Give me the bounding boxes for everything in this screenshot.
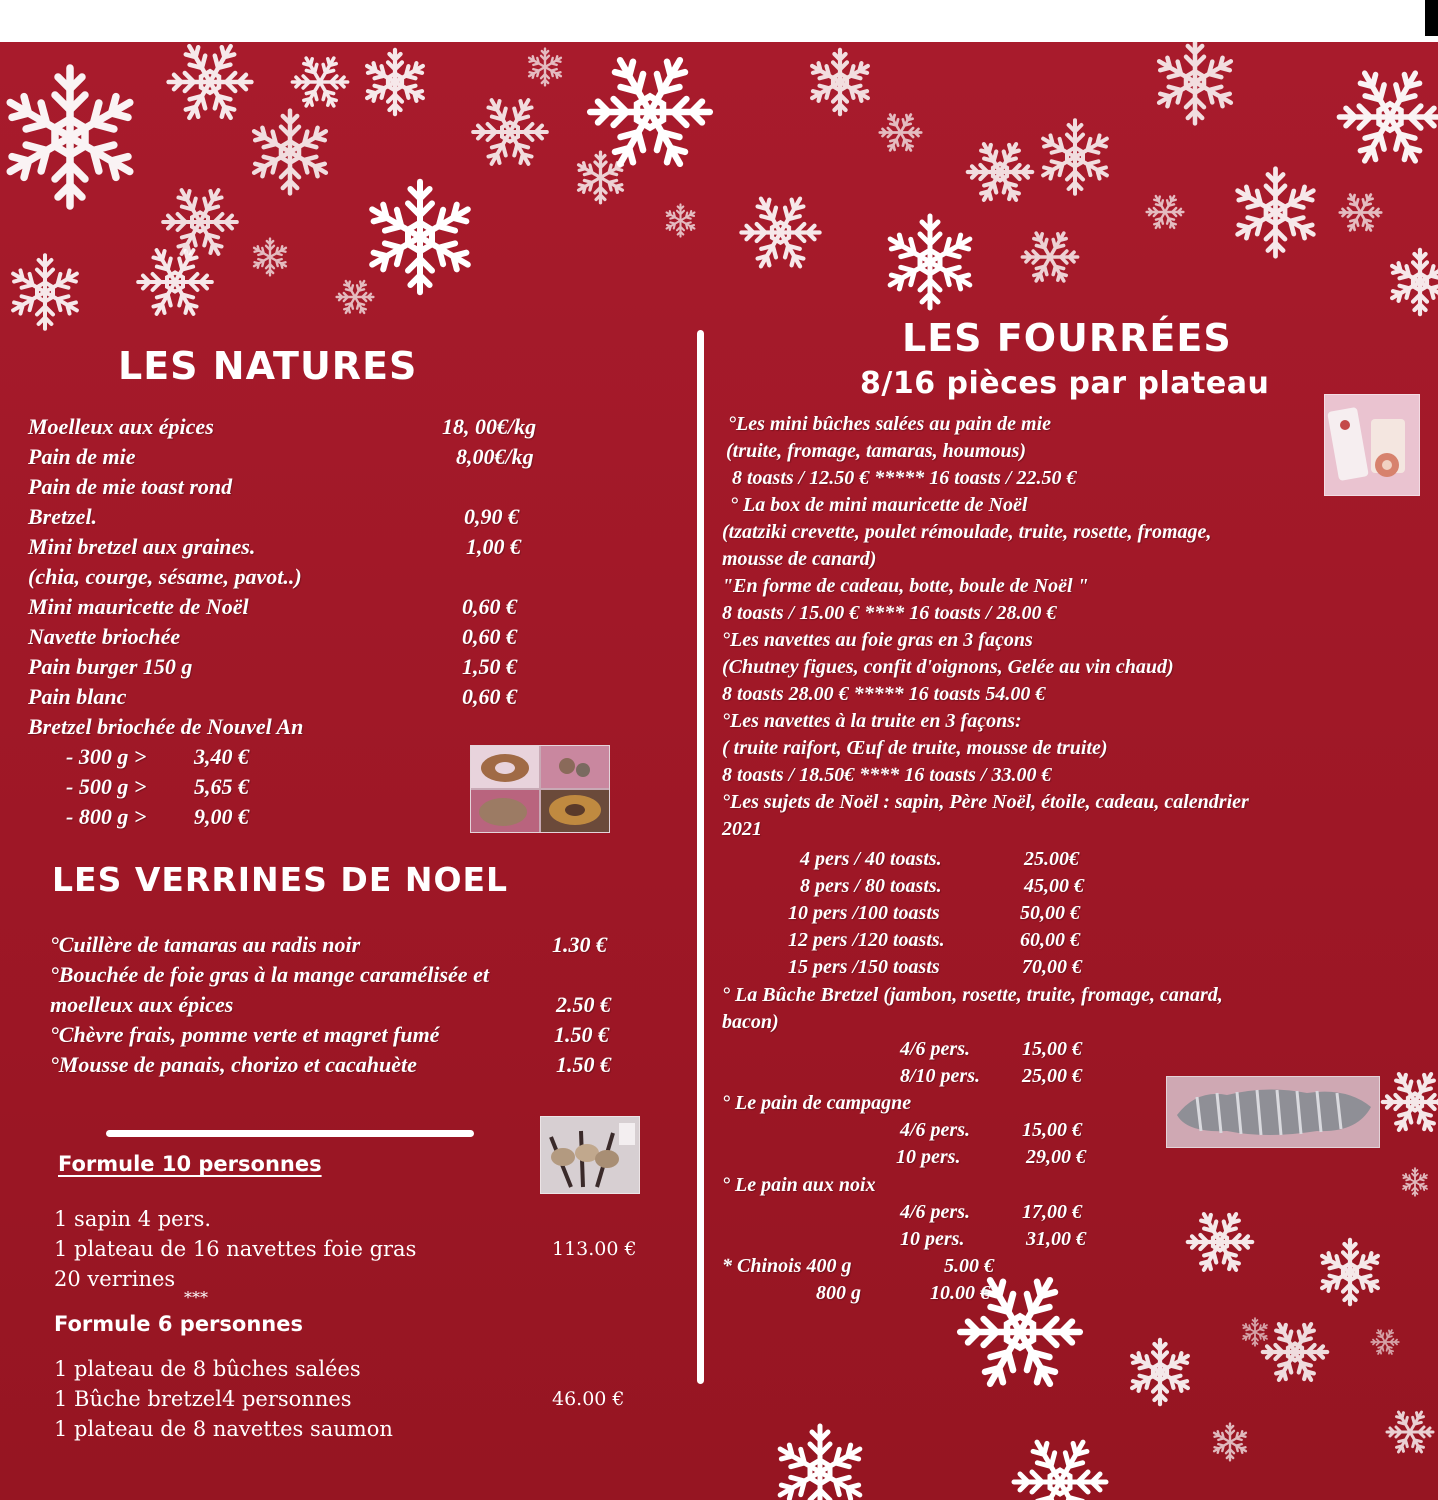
verrines-photo — [540, 1116, 640, 1194]
snowflake-icon — [1185, 1207, 1255, 1277]
bretzel-photo-collage — [470, 745, 610, 833]
fourrees-line: °Les sujets de Noël : sapin, Père Noël, étoile, cadeau, calendrier — [722, 791, 1249, 813]
natures-item-label: Mini mauricette de Noël — [28, 594, 249, 619]
fourrees-line: 8 toasts 28.00 € ***** 16 toasts 54.00 € — [722, 683, 1046, 705]
fourrees-title: LES FOURRÉES — [902, 316, 1232, 360]
formule10-price: 113.00 € — [552, 1238, 637, 1260]
natures-item-price: 0,90 € — [464, 504, 519, 529]
bretzel-size-price: 5,65 € — [194, 774, 249, 799]
column-divider — [697, 330, 704, 1384]
noix-price: 17,00 € — [1022, 1201, 1082, 1223]
snowflake-icon — [165, 42, 255, 127]
snowflake-icon — [1260, 1317, 1330, 1387]
natures-item-price: 1,00 € — [466, 534, 521, 559]
snowflake-icon — [1400, 1167, 1430, 1197]
natures-item-label: Bretzel briochée de Nouvel An — [28, 714, 304, 739]
natures-item-price: 0,60 € — [462, 684, 517, 709]
snowflake-icon — [1380, 1067, 1438, 1137]
fourrees-line: 8 toasts / 12.50 € ***** 16 toasts / 22.50 € — [732, 467, 1077, 489]
natures-item-label: Pain de mie toast rond — [28, 474, 233, 499]
natures-item-label: Pain burger 150 g — [28, 654, 193, 679]
snowflake-icon — [1125, 1337, 1195, 1407]
campagne-price: 29,00 € — [1026, 1146, 1086, 1168]
verrine-label: moelleux aux épices — [50, 992, 234, 1017]
sujet-size: 12 pers /120 toasts. — [788, 929, 945, 951]
noix-size: 10 pers. — [900, 1228, 965, 1250]
fourrees-line: (tzatziki crevette, poulet rémoulade, truite, rosette, fromage, — [722, 521, 1212, 543]
fourrees-line: 2021 — [722, 818, 762, 840]
buche-bretzel-line: ° La Bûche Bretzel (jambon, rosette, truite, fromage, canard, — [722, 984, 1223, 1006]
natures-item-label: Bretzel. — [28, 504, 98, 529]
fourrees-line: "En forme de cadeau, botte, boule de Noël " — [722, 575, 1089, 597]
verrine-price: 2.50 € — [556, 992, 611, 1017]
snowflake-icon — [1020, 227, 1080, 287]
noix-size: 4/6 pers. — [900, 1201, 970, 1223]
chinois-price: 5.00 € — [944, 1255, 994, 1277]
scan-corner-mark — [1425, 0, 1438, 36]
snowflake-icon — [770, 1422, 870, 1500]
snowflake-icon — [335, 277, 375, 317]
formule6-line: 1 Bûche bretzel4 personnes — [54, 1387, 352, 1411]
bretzel-size-label: - 500 g > — [66, 774, 147, 799]
natures-item-label: Pain de mie — [28, 444, 136, 469]
sujet-price: 70,00 € — [1022, 956, 1082, 978]
sujet-price: 45,00 € — [1024, 875, 1084, 897]
snowflake-icon — [1145, 192, 1185, 232]
snowflake-icon — [245, 107, 335, 197]
snowflake-icon — [663, 203, 698, 238]
verrine-price: 1.30 € — [552, 932, 607, 957]
verrine-label: °Chèvre frais, pomme verte et magret fumé — [50, 1022, 440, 1047]
sujet-size: 8 pers / 80 toasts. — [800, 875, 942, 897]
snowflake-icon — [1240, 1317, 1270, 1347]
sujet-price: 60,00 € — [1020, 929, 1080, 951]
bretzel-size-label: - 800 g > — [66, 804, 147, 829]
formule10-line: 1 sapin 4 pers. — [54, 1207, 212, 1231]
formule10-line: 20 verrines — [54, 1267, 176, 1291]
bretzel-size-label: - 300 g > — [66, 744, 147, 769]
buche-bretzel-line: bacon) — [722, 1011, 779, 1033]
natures-item-price: 8,00€/kg — [456, 444, 534, 469]
snowflake-icon — [880, 212, 980, 312]
campagne-size: 4/6 pers. — [900, 1119, 970, 1141]
snowflake-icon — [525, 47, 565, 87]
verrine-label: °Cuillère de tamaras au radis noir — [50, 932, 361, 957]
natures-item-price: 18, 00€/kg — [442, 414, 537, 439]
verrine-label: °Bouchée de foie gras à la mange caramélisée et — [50, 962, 489, 987]
campagne-price: 15,00 € — [1022, 1119, 1082, 1141]
noix-price: 31,00 € — [1026, 1228, 1086, 1250]
campagne-size: 10 pers. — [896, 1146, 961, 1168]
snowflake-icon — [250, 237, 290, 277]
buche-price: 25,00 € — [1022, 1065, 1082, 1087]
buche-price: 15,00 € — [1022, 1038, 1082, 1060]
fourrees-line: (truite, fromage, tamaras, houmous) — [726, 440, 1027, 462]
snowflake-icon — [360, 47, 430, 117]
snowflake-icon — [1035, 117, 1115, 197]
natures-item-label: Mini bretzel aux graines. — [28, 534, 256, 559]
snowflake-icon — [573, 150, 628, 205]
snowflake-icon — [1385, 1407, 1435, 1457]
verrine-price: 1.50 € — [554, 1022, 609, 1047]
natures-item-price: 0,60 € — [462, 594, 517, 619]
snowflake-icon — [878, 110, 923, 155]
natures-item-label: Pain blanc — [28, 684, 127, 709]
verrine-label: °Mousse de panais, chorizo et cacahuète — [50, 1052, 417, 1077]
fourrees-line: 8 toasts / 15.00 € **** 16 toasts / 28.00 € — [722, 602, 1057, 624]
formule10-line: 1 plateau de 16 navettes foie gras — [54, 1237, 417, 1261]
fourrees-line: ° La box de mini mauricette de Noël — [730, 494, 1028, 516]
snowflake-icon — [965, 137, 1035, 207]
natures-item-label: (chia, courge, sésame, pavot..) — [28, 564, 302, 589]
noix-title: ° Le pain aux noix — [722, 1174, 876, 1196]
formule6-line: 1 plateau de 8 bûches salées — [54, 1357, 361, 1381]
verrine-price: 1.50 € — [556, 1052, 611, 1077]
sujet-size: 10 pers /100 toasts — [788, 902, 940, 924]
bretzel-size-price: 9,00 € — [194, 804, 249, 829]
fourrees-subtitle: 8/16 pièces par plateau — [860, 366, 1270, 401]
natures-item-price: 1,50 € — [462, 654, 517, 679]
formule-stars: *** — [184, 1288, 208, 1307]
chinois-label: 800 g — [816, 1282, 861, 1304]
snowflake-icon — [805, 47, 875, 117]
snowflake-icon — [0, 62, 145, 212]
fourrees-line: °Les navettes à la truite en 3 façons: — [722, 710, 1022, 732]
natures-title: LES NATURES — [118, 344, 418, 388]
snowflake-icon — [738, 190, 823, 275]
fourrees-line: 8 toasts / 18.50€ **** 16 toasts / 33.00 € — [722, 764, 1052, 786]
chinois-label: * Chinois 400 g — [722, 1255, 852, 1277]
natures-item-label: Moelleux aux épices — [28, 414, 214, 439]
snowflake-icon — [1338, 190, 1383, 235]
sujet-size: 4 pers / 40 toasts. — [800, 848, 942, 870]
snowflake-icon — [290, 52, 350, 112]
snowflake-icon — [135, 242, 215, 322]
fourrees-line: °Les navettes au foie gras en 3 façons — [722, 629, 1033, 651]
snowflake-icon — [1210, 1422, 1250, 1462]
verrines-title: LES VERRINES DE NOEL — [52, 860, 509, 899]
sujet-size: 15 pers /150 toasts — [788, 956, 940, 978]
snowflake-icon — [1315, 1237, 1385, 1307]
menu-card — [0, 42, 1438, 1500]
snowflake-icon — [1010, 1432, 1110, 1500]
snowflake-icon — [1335, 62, 1438, 172]
snowflake-icon — [470, 92, 550, 172]
snowflake-icon — [1228, 165, 1323, 260]
mini-buches-photo — [1324, 394, 1420, 496]
chinois-price: 10.00 € — [930, 1282, 990, 1304]
formule10-title: Formule 10 personnes — [58, 1152, 322, 1176]
fourrees-line: (Chutney figues, confit d'oignons, Gelée au vin chaud) — [722, 656, 1174, 678]
buche-size: 4/6 pers. — [900, 1038, 970, 1060]
formule6-price: 46.00 € — [552, 1388, 625, 1410]
fourrees-line: °Les mini bûches salées au pain de mie — [728, 413, 1051, 435]
formule-separator-line — [106, 1130, 474, 1137]
formule6-line: 1 plateau de 8 navettes saumon — [54, 1417, 393, 1441]
snowflake-icon — [360, 177, 480, 297]
snowflake-icon — [1370, 1327, 1400, 1357]
buche-bretzel-photo — [1166, 1076, 1380, 1148]
snowflake-icon — [1150, 42, 1240, 127]
campagne-title: ° Le pain de campagne — [722, 1092, 912, 1114]
snowflake-icon — [5, 252, 85, 332]
buche-size: 8/10 pers. — [900, 1065, 980, 1087]
formule6-title: Formule 6 personnes — [54, 1312, 303, 1336]
sujet-price: 25.00€ — [1024, 848, 1079, 870]
natures-item-label: Navette briochée — [28, 624, 181, 649]
sujet-price: 50,00 € — [1020, 902, 1080, 924]
natures-item-price: 0,60 € — [462, 624, 517, 649]
snowflake-icon — [1385, 247, 1438, 317]
fourrees-line: ( truite raifort, Œuf de truite, mousse de truite) — [722, 737, 1108, 759]
bretzel-size-price: 3,40 € — [194, 744, 249, 769]
fourrees-line: mousse de canard) — [722, 548, 877, 570]
